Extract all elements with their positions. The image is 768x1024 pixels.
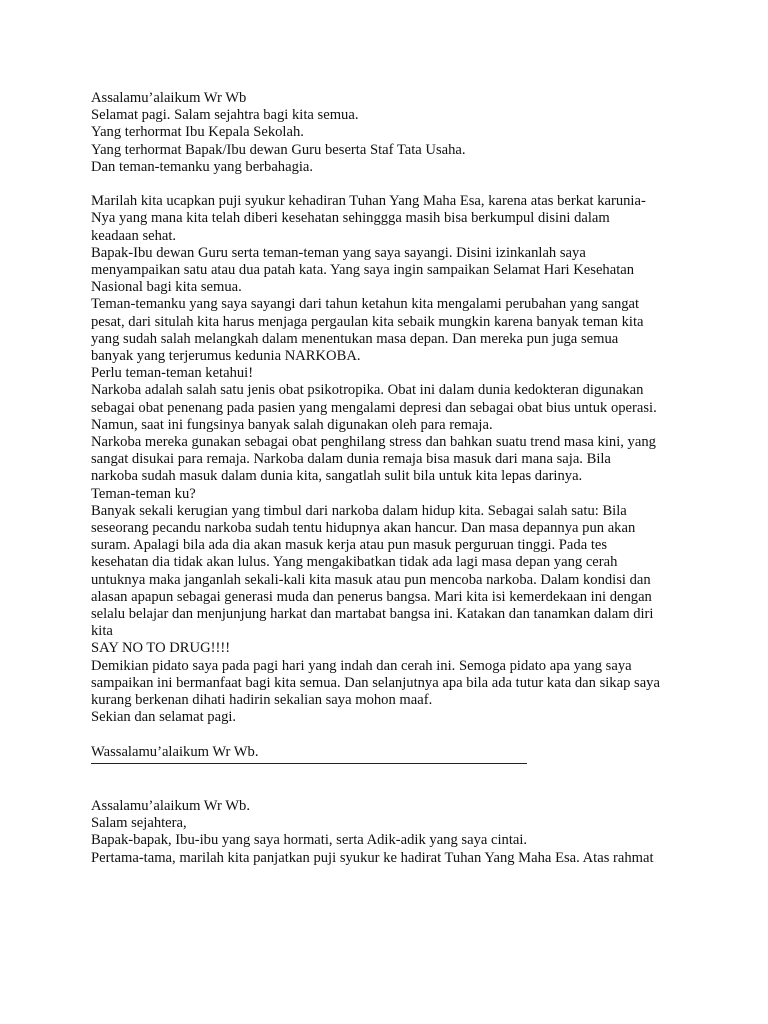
body-line: menyampaikan satu atau dua patah kata. Yang saya ingin sampaikan Selamat Hari Kesehatan	[91, 262, 635, 279]
body-line: seseorang pecandu narkoba sudah tentu hidupnya akan hancur. Dan masa depannya pun akan	[91, 520, 636, 537]
body-line: sangat disukai para remaja. Narkoba dalam dunia remaja bisa masuk dari mana saja. Bila	[91, 451, 611, 468]
body-line: Nasional bagi kita semua.	[91, 279, 242, 296]
section-gap	[91, 764, 691, 798]
body-line: Pertama-tama, marilah kita panjatkan puji syukur ke hadirat Tuhan Yang Maha Esa. Atas rahmat	[91, 849, 654, 866]
document-page	[91, 90, 691, 867]
body-line: banyak yang terjerumus kedunia NARKOBA.	[91, 348, 361, 365]
body-line: kurang berkenan dihati hadirin sekalian saya mohon maaf.	[91, 692, 433, 709]
body-line: Nya yang mana kita telah diberi kesehatan sehinggga masih bisa berkumpul disini dalam	[91, 210, 610, 227]
body-line: sampaikan ini bermanfaat bagi kita semua. Dan selanjutnya apa bila ada tutur kata dan sikap saya	[91, 674, 660, 691]
body-line: Sekian dan selamat pagi.	[91, 709, 237, 726]
salutation-line: Dan teman-temanku yang berbahagia.	[91, 158, 314, 175]
body-line: keadaan sehat.	[91, 227, 177, 244]
salutation-line: Selamat pagi. Salam sejahtra bagi kita semua.	[91, 107, 359, 124]
body-line: Bapak-Ibu dewan Guru serta teman-teman yang saya sayangi. Disini izinkanlah saya	[91, 244, 586, 261]
body-line: yang sudah salah melangkah dalam menentukan masa depan. Dan mereka pun juga semua	[91, 330, 619, 347]
opening-greeting-2: Assalamu’alaikum Wr Wb.	[91, 797, 250, 814]
body-line: kesehatan dia tidak akan lulus. Yang mengakibatkan tidak ada lagi masa depan yang cerah	[91, 554, 618, 571]
body-line: narkoba sudah masuk dalam dunia kita, sangatlah sulit bila untuk kita lepas darinya.	[91, 468, 583, 485]
slogan-line: SAY NO TO DRUG!!!!	[91, 640, 231, 657]
body-line: suram. Apalagi bila ada dia akan masuk kerja atau pun masuk perguruan tinggi. Pada tes	[91, 537, 608, 554]
body-line: alasan apapun sebagai generasi muda dan penerus bangsa. Mari kita isi kemerdekaan ini dengan	[91, 588, 652, 605]
body-line: Banyak sekali kerugian yang timbul dari narkoba dalam hidup kita. Sebagai salah satu: Bila	[91, 502, 627, 519]
body-line: kita	[91, 623, 113, 640]
paragraph-gap	[91, 727, 691, 744]
salutation-line: Yang terhormat Ibu Kepala Sekolah.	[91, 124, 304, 141]
body-line: Teman-temanku yang saya sayangi dari tahun ketahun kita mengalami perubahan yang sangat	[91, 296, 640, 313]
body-line: Namun, saat ini fungsinya banyak salah digunakan oleh para remaja.	[91, 416, 493, 433]
body-line: Demikian pidato saya pada pagi hari yang indah dan cerah ini. Semoga pidato apa yang saya	[91, 657, 632, 674]
body-line: Perlu teman-teman ketahui!	[91, 365, 254, 382]
opening-greeting: Assalamu’alaikum Wr Wb	[91, 90, 247, 106]
body-line: Narkoba adalah salah satu jenis obat psikotropika. Obat ini dalam dunia kedokteran digunakan	[91, 382, 644, 399]
body-line: Salam sejahtera,	[91, 815, 187, 832]
body-line: selalu belajar dan menjunjung harkat dan martabat bangsa ini. Katakan dan tanamkan dalam diri	[91, 606, 654, 623]
body-line: sebagai obat penenang pada pasien yang mengalami depresi dan sebagai obat bius untuk operasi.	[91, 399, 657, 416]
paragraph-gap	[91, 176, 691, 193]
body-line: Bapak-bapak, Ibu-ibu yang saya hormati, serta Adik-adik yang saya cintai.	[91, 832, 528, 849]
body-line: Marilah kita ucapkan puji syukur kehadiran Tuhan Yang Maha Esa, karena atas berkat karunia-	[91, 193, 646, 210]
closing-greeting: Wassalamu’alaikum Wr Wb.	[91, 743, 259, 760]
body-line: Teman-teman ku?	[91, 485, 196, 502]
salutation-line: Yang terhormat Bapak/Ibu dewan Guru beserta Staf Tata Usaha.	[91, 141, 466, 158]
body-line: untuknya maka janganlah sekali-kali kita masuk atau pun mencoba narkoba. Dalam kondisi dan	[91, 571, 651, 588]
body-line: pesat, dari situlah kita harus menjaga pergaulan kita sebaik mungkin karena banyak teman kita	[91, 313, 644, 330]
body-line: Narkoba mereka gunakan sebagai obat penghilang stress dan bahkan suatu trend masa kini, yang	[91, 434, 656, 451]
